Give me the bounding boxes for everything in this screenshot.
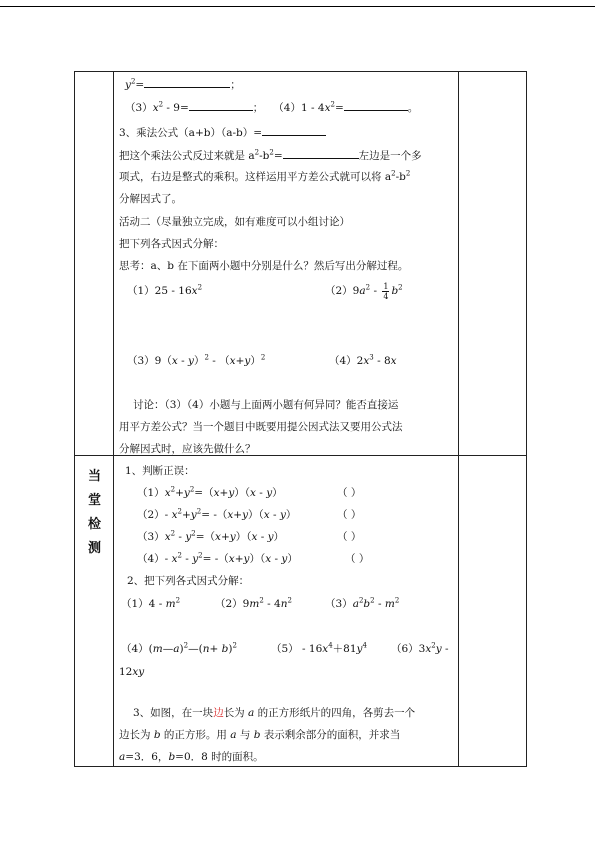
factor-item-5: $(5) - 16x^4+81y^4$ xyxy=(271,641,367,655)
judge-answer-4[interactable]: （ ） xyxy=(345,553,370,565)
judge-item-4: （4）- $x^2 - y^2= -(x+y)(x - y)$ xyxy=(137,551,298,565)
side-label-char-2: 堂 xyxy=(88,493,102,508)
answer-blank[interactable] xyxy=(283,148,359,159)
answer-blank[interactable] xyxy=(262,125,326,136)
exercise-4: $(4)2x^3 - 8x$ xyxy=(329,353,397,367)
activity-two-heading: 活动二（尽量独立完成，如有难度可以小组讨论） xyxy=(119,216,350,228)
judge-item-1: $(1)x^2+y^2=(x+y)(x - y)$ xyxy=(137,485,283,499)
judge-item-3: $(3)x^2 - y^2=(x+y)(x - y)$ xyxy=(137,529,285,543)
factor-item-2: $(2)9m^2 - 4n^2$ xyxy=(215,596,292,610)
side-label-char-1: 当 xyxy=(88,469,102,484)
factor-item-1: $(1)4 - m^2$ xyxy=(121,596,181,610)
judge-item-2: （2）- $x^2+y^2= -(x+y)(x - y)$ xyxy=(137,507,297,521)
discussion-line-1: 讨论：（3）（4）小题与上面两小题有何异同？能否直接运 xyxy=(133,399,399,411)
worksheet-table xyxy=(74,71,527,767)
judge-answer-3[interactable]: （ ） xyxy=(337,531,362,543)
problem-3-line-1: 3、如图，在一块边长为 a 的正方形纸片的四角，各剪去一个 xyxy=(133,707,416,719)
column-divider-right xyxy=(458,72,459,766)
page-top-rule xyxy=(0,6,595,7)
line-y-squared: $y^2=$ ； xyxy=(125,77,241,91)
side-label-char-3: 检 xyxy=(88,517,102,532)
judge-answer-1[interactable]: （ ） xyxy=(337,487,362,499)
factor-item-3: $(3)a^2b^2 - m^2$ xyxy=(325,596,400,610)
side-label-char-4: 测 xyxy=(88,541,102,556)
answer-blank[interactable] xyxy=(344,100,408,111)
answer-blank[interactable] xyxy=(144,77,230,88)
line-reverse: 把这个乘法公式反过来就是 $a^2-b^2=$ 左边是一个多 xyxy=(119,148,422,162)
exercise-2: $(2)9a^2$ - $\frac{1}{4}$ $b^2$ xyxy=(325,281,403,301)
line-explain: 项式，右边是整式的乘积。这样运用平方差公式就可以将 $a^2-b^2$ xyxy=(119,169,411,183)
factor-item-6-continued: 12xy xyxy=(119,666,145,678)
factor-item-4: （4）(m—a)$^2$—(n+ b)$^2$ xyxy=(121,641,237,655)
problem-3-line-3: a=3．6，b=0．8 时的面积。 xyxy=(119,751,264,763)
line-items-3-4: $(3)x^2 - 9=$ ； $(4)1 - 4x^2=$ 。 xyxy=(125,100,419,114)
factor-item-6: $(6)3x^2y$ - xyxy=(391,641,449,655)
think-line: 思考：a、b 在下面两小题中分别是什么？然后写出分解过程。 xyxy=(119,260,409,272)
line-formula: 3、乘法公式（a+b）（a-b）= xyxy=(119,125,326,140)
discussion-line-3: 分解因式时，应该先做什么？ xyxy=(119,443,256,455)
fraction-one-quarter: $\frac{1}{4}$ xyxy=(383,281,389,301)
exercise-3: $(3)9(x - y)^2 - (x+y)^2$ xyxy=(127,353,266,367)
problem-3-line-2: 边长为 b 的正方形。用 a 与 b 表示剩余部分的面积，并求当 xyxy=(119,729,401,741)
instruction-line: 把下列各式因式分解： xyxy=(119,238,224,250)
discussion-line-2: 用平方差公式？当一个题目中既要用提公因式法又要用公式法 xyxy=(119,421,403,433)
judge-answer-2[interactable]: （ ） xyxy=(337,509,362,521)
factor-heading: 2、把下列各式因式分解： xyxy=(127,575,250,587)
column-divider-left xyxy=(113,72,114,766)
judge-heading: 1、判断正误： xyxy=(125,465,195,477)
exercise-1: $(1)25 - 16x^2$ xyxy=(127,283,203,297)
answer-blank[interactable] xyxy=(189,100,253,111)
line-explain-end: 分解因式了。 xyxy=(119,193,182,205)
